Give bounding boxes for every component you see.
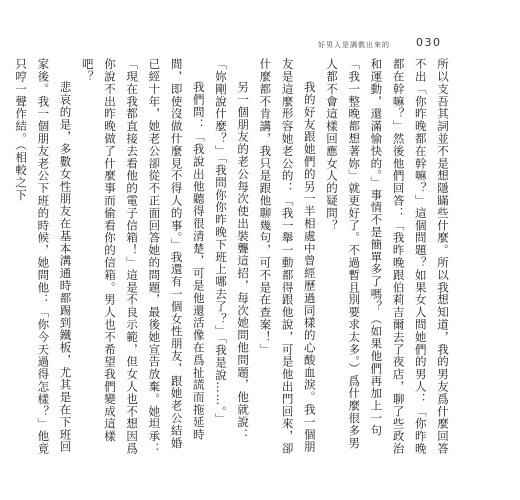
- paragraph: 另一個朋友的老公每次使出裝聾這招，每次她問他問題，他就說：「妳剛說什麼？」「我問你你昨晚下班上哪去了？」「我是說……。」: [213, 58, 251, 441]
- body-text: [14, 58, 454, 458]
- paragraph: 我的好友跟她們的另一半相處中曾經歷過同樣的心酸血淚。我一個朋友是這麼形容她老公的：「我一舉一動都得跟他說，可是他出門回來，卻什麼都不肯講，我只是跟他聊幾句，可不是在查案！」: [258, 58, 317, 455]
- paragraph: 所以支吾其詞並不是想隱瞞些什麼。所以我想知道，我的男友爲什麼回答不出「你昨晚都在幹嘛？」這個問題？如果女人問她們的男人：「你昨晚都在幹嘛？」然後他們回答：「我昨晚跟伯莉吉爾去了夜店，聊了些政治和運動，還滿愉快的。」事情不是簡單多了嗎？（如果他們再加上一句「我一整晚都想著妳」就更好了。不過暫且別要求太多。）爲什麼很多男人都不會這樣回應女人的疑問？: [324, 58, 450, 455]
- paragraph: 悲哀的是，多數女性朋友在基本溝通時都踢到鐵板，尤其是在下班回家後。我一個朋友老公下班的時候，她問他：「你今天過得怎樣？」他竟只哼一聲作結。（相較之下: [14, 58, 73, 455]
- paragraph: 我們問：「我說出他聽得很清楚，可是他還活像在爲扯謊而拖延時間，即使沒做什麼見不得人的事。」我還有一個女性朋友，跟她老公結婚已經十年，她老公卻從不正面回答她的問題，最後她宣告放棄。她坦承：「現在我都直接去看他的電子信箱！」這是不良示範，但女人也不想因爲你說不出昨晚做了什麼事而偷看你的信箱。男人也不希望我們變成這樣吧？: [80, 58, 206, 455]
- page-number: 030: [416, 36, 442, 49]
- running-head: 好男人是調教出來的: [318, 41, 390, 49]
